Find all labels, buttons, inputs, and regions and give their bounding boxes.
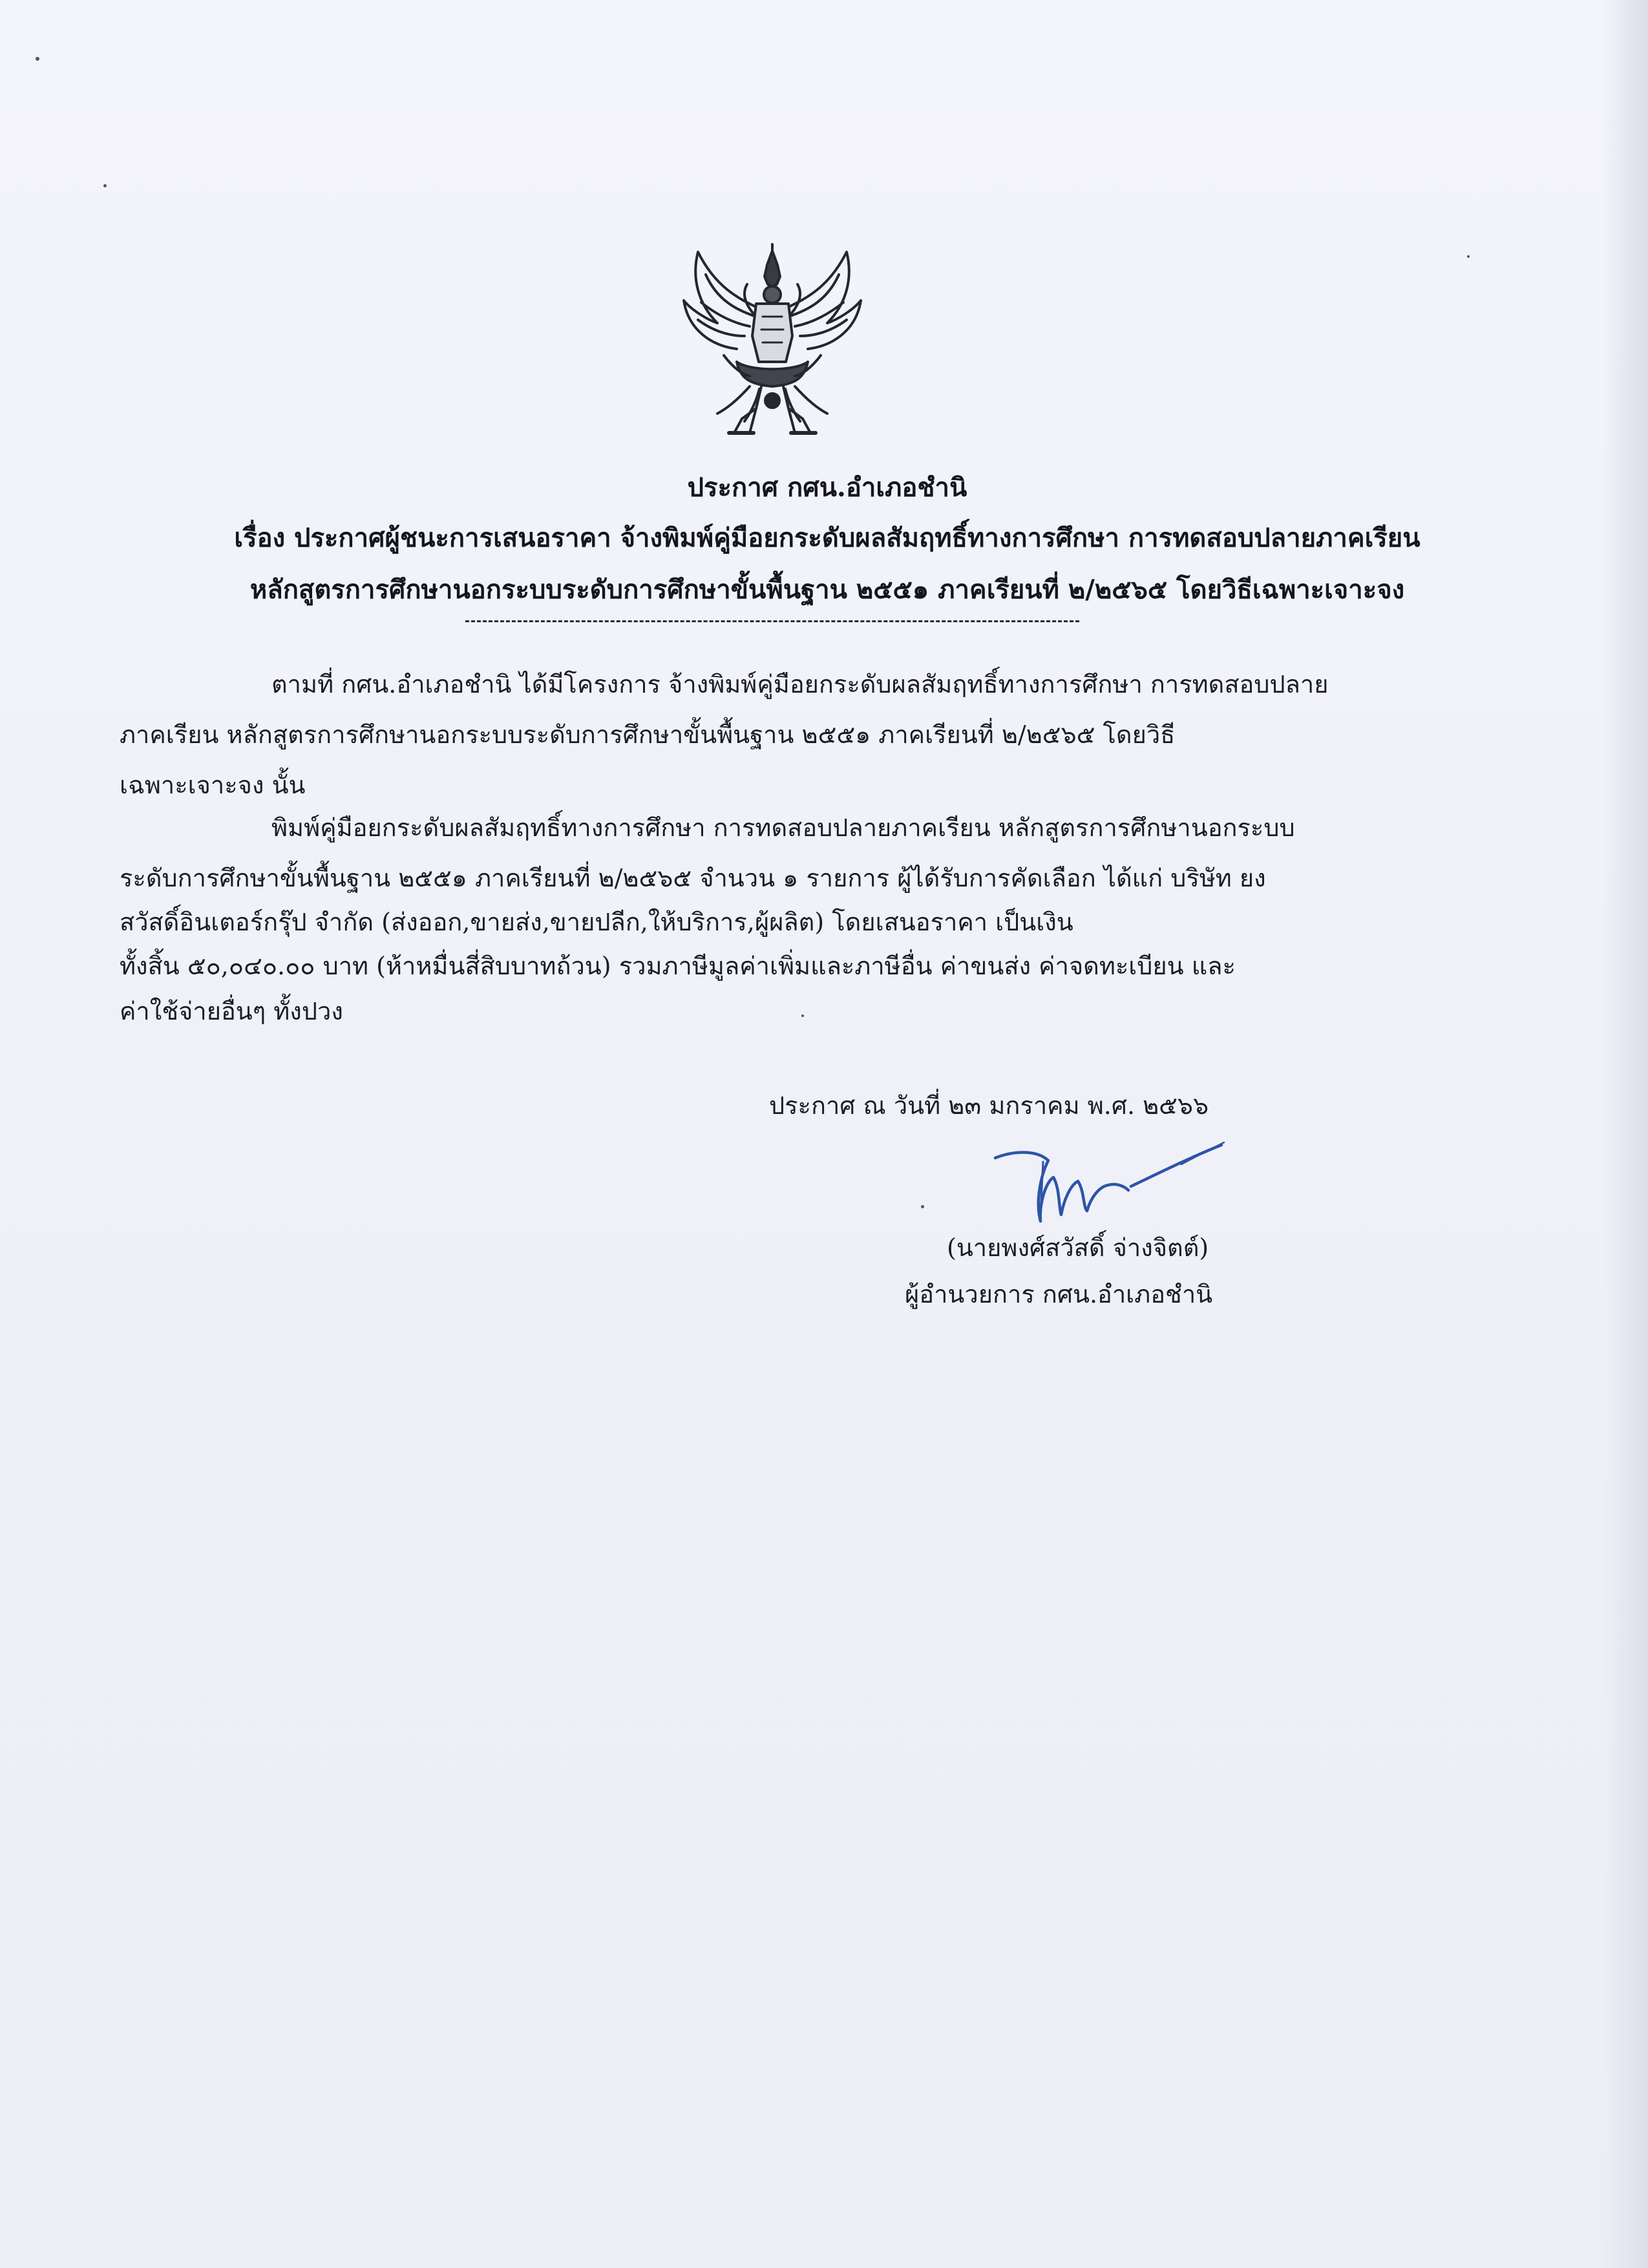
- paragraph-2-line-2: ระดับการศึกษาขั้นพื้นฐาน ๒๕๕๑ ภาคเรียนที่ ๒/๒๕๖๕ จำนวน ๑ รายการ ผู้ได้รับการคัดเลือก ได้แก่ บริษัท ยง: [120, 864, 1266, 892]
- garuda-emblem: [672, 239, 872, 446]
- paragraph-2-line-4: ทั้งสิ้น ๕๐,๐๔๐.๐๐ บาท (ห้าหมื่นสี่สิบบาทถ้วน) รวมภาษีมูลค่าเพิ่มและภาษีอื่น ค่าขนส่ง ค่าจดทะเบียน และ: [120, 952, 1236, 980]
- paragraph-2-line-1: พิมพ์คู่มือยกระดับผลสัมฤทธิ์ทางการศึกษา การทดสอบปลายภาคเรียน หลักสูตรการศึกษานอกระบบ: [271, 814, 1295, 842]
- paper-speck: [36, 57, 39, 61]
- announcement-subject-line-2: หลักสูตรการศึกษานอกระบบระดับการศึกษาขั้นพื้นฐาน ๒๕๕๑ ภาคเรียนที่ ๒/๒๕๖๕ โดยวิธีเฉพาะเจาะจง: [249, 574, 1405, 605]
- separator-line: [465, 620, 1079, 622]
- paragraph-1-line-3: เฉพาะเจาะจง นั้น: [120, 771, 306, 799]
- page-edge-shadow: [1603, 0, 1648, 2268]
- paper-speck: [103, 184, 107, 187]
- announcement-date: ประกาศ ณ วันที่ ๒๓ มกราคม พ.ศ. ๒๕๖๖: [769, 1091, 1209, 1120]
- announcement-subject-line-1: เรื่อง ประกาศผู้ชนะการเสนอราคา จ้างพิมพ์คู่มือยกระดับผลสัมฤทธิ์ทางการศึกษา การทดสอบปลายภาคเรียน: [234, 523, 1421, 553]
- signer-name: (นายพงศ์สวัสดิ์ จ่างจิตต์): [947, 1234, 1209, 1262]
- paragraph-1-line-1: ตามที่ กศน.อำเภอชำนิ ได้มีโครงการ จ้างพิมพ์คู่มือยกระดับผลสัมฤทธิ์ทางการศึกษา การทดสอบปลาย: [271, 670, 1329, 698]
- paragraph-1-line-2: ภาคเรียน หลักสูตรการศึกษานอกระบบระดับการศึกษาขั้นพื้นฐาน ๒๕๕๑ ภาคเรียนที่ ๒/๒๕๖๕ โดยวิธี: [120, 720, 1176, 749]
- paper-speck: [1467, 255, 1470, 258]
- signer-title: ผู้อำนวยการ กศน.อำเภอชำนิ: [905, 1280, 1213, 1308]
- paper-speck: [801, 1014, 804, 1017]
- announcement-title: ประกาศ กศน.อำเภอชำนิ: [687, 472, 967, 503]
- paragraph-2-line-5: ค่าใช้จ่ายอื่นๆ ทั้งปวง: [120, 997, 343, 1025]
- paper-speck: [921, 1205, 924, 1208]
- paragraph-2-line-3: สวัสดิ์อินเตอร์กรุ๊ป จำกัด (ส่งออก,ขายส่ง,ขายปลีก,ให้บริการ,ผู้ผลิต) โดยเสนอราคา เป็นเงิน: [120, 908, 1073, 936]
